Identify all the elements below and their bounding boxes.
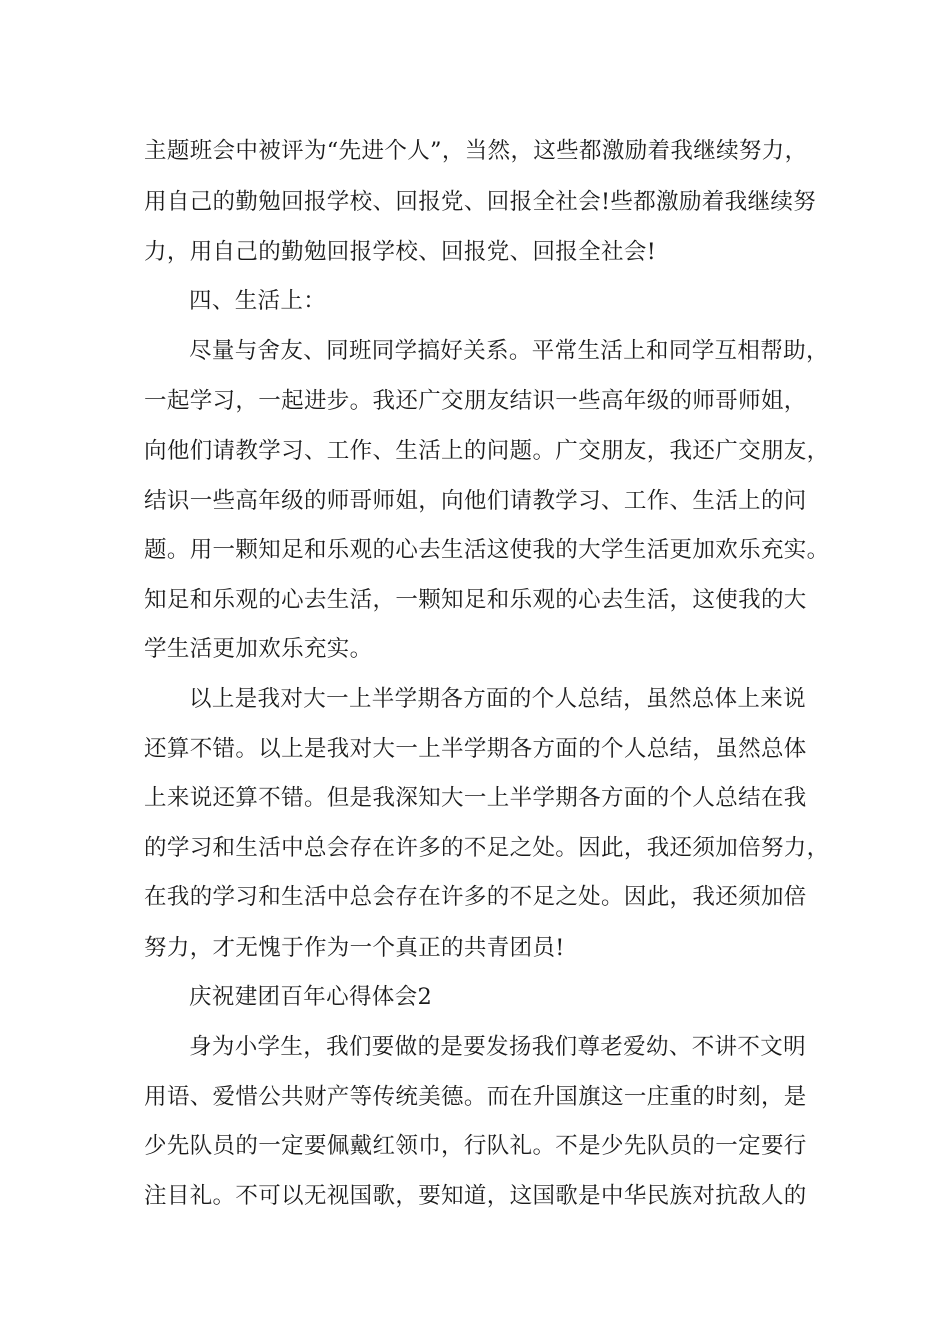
section-title: 庆祝建团百年心得体会2 (189, 984, 433, 1010)
paragraph-line: 一起学习，一起进步。我还广交朋友结识一些高年级的师哥师姐， (144, 388, 807, 414)
paragraph-line: 努力，才无愧于作为一个真正的共青团员! (144, 935, 565, 961)
paragraph-line: 以上是我对大一上半学期各方面的个人总结，虽然总体上来说 (189, 686, 806, 712)
paragraph-line: 注目礼。不可以无视国歌，要知道，这国歌是中华民族对抗敌人的 (144, 1183, 807, 1209)
paragraph-line: 主题班会中被评为“先进个人”，当然，这些都激励着我继续努力， (144, 138, 808, 164)
paragraph-line: 力，用自己的勤勉回报学校、回报党、回报全社会! (144, 239, 657, 265)
paragraph-line: 题。用一颗知足和乐观的心去生活这使我的大学生活更加欢乐充实。 (144, 537, 830, 563)
paragraph-line: 还算不错。以上是我对大一上半学期各方面的个人总结，虽然总体 (144, 736, 807, 762)
paragraph-line: 尽量与舍友、同班同学搞好关系。平常生活上和同学互相帮助， (189, 338, 829, 364)
paragraph-line: 上来说还算不错。但是我深知大一上半学期各方面的个人总结在我 (144, 785, 807, 811)
paragraph-line: 用自己的勤勉回报学校、回报党、回报全社会!些都激励着我继续努 (144, 189, 817, 215)
paragraph-line: 向他们请教学习、工作、生活上的问题。广交朋友，我还广交朋友， (144, 438, 830, 464)
paragraph-line: 学生活更加欢乐充实。 (144, 636, 373, 662)
section-heading: 四、生活上： (189, 288, 327, 314)
paragraph-line: 的学习和生活中总会存在许多的不足之处。因此，我还须加倍努力， (144, 835, 830, 861)
paragraph-line: 少先队员的一定要佩戴红领巾，行队礼。不是少先队员的一定要行 (144, 1133, 807, 1159)
paragraph-line: 身为小学生，我们要做的是要发扬我们尊老爱幼、不讲不文明 (189, 1034, 806, 1060)
paragraph-line: 用语、爱惜公共财产等传统美德。而在升国旗这一庄重的时刻，是 (144, 1084, 807, 1110)
paragraph-line: 结识一些高年级的师哥师姐，向他们请教学习、工作、生活上的问 (144, 488, 807, 514)
paragraph-line: 在我的学习和生活中总会存在许多的不足之处。因此，我还须加倍 (144, 884, 807, 910)
paragraph-line: 知足和乐观的心去生活，一颗知足和乐观的心去生活，这使我的大 (144, 587, 807, 613)
